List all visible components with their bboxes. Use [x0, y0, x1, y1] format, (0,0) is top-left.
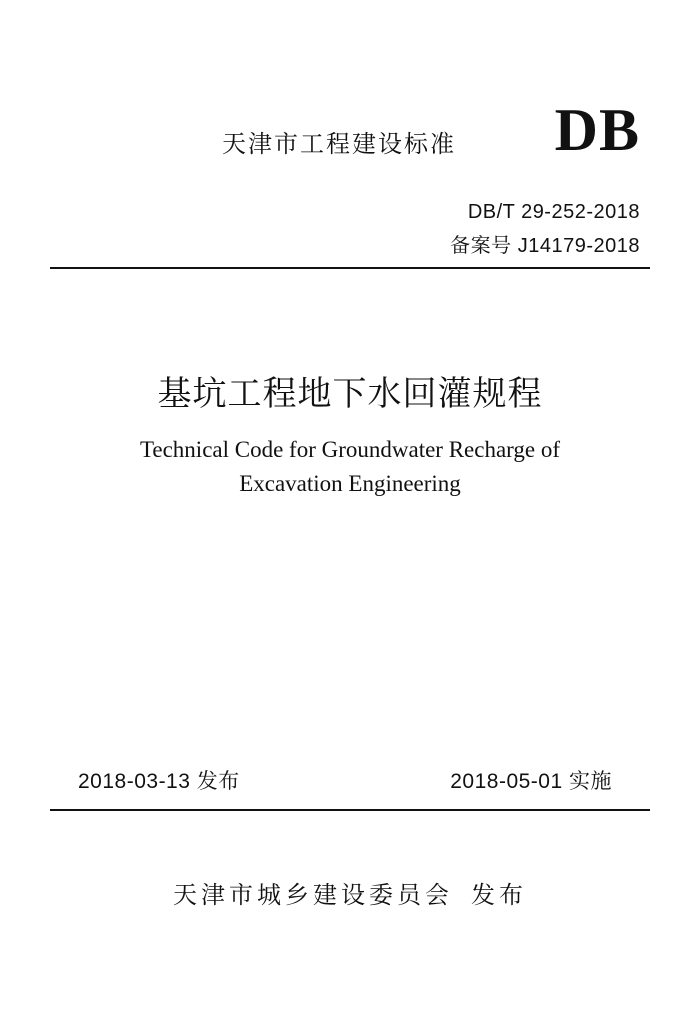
record-number: J14179-2018 [517, 235, 640, 257]
implementation-date: 2018-05-01 [450, 770, 563, 793]
record-label: 备案号 [450, 235, 512, 257]
english-title-line-2: Excavation Engineering [239, 471, 461, 496]
record-number-line [450, 229, 640, 258]
db-logo-mark: DB [554, 97, 640, 163]
english-title [0, 433, 700, 501]
english-title-line-1: Technical Code for Groundwater Recharge of [139, 437, 561, 462]
implementation-date-line [450, 765, 612, 795]
issue-date: 2018-03-13 [78, 770, 191, 793]
standard-series-title: 天津市工程建设标准 [222, 130, 456, 158]
publisher-line [0, 875, 700, 910]
top-divider [50, 267, 650, 269]
publish-label: 发布 [471, 881, 527, 909]
issue-label: 发布 [196, 770, 240, 793]
standard-number: DB/T 29-252-2018 [467, 201, 640, 223]
bottom-divider [50, 809, 650, 811]
chinese-title: 基坑工程地下水回灌规程 [157, 374, 543, 414]
implementation-label: 实施 [569, 770, 612, 793]
issue-date-line [78, 765, 240, 795]
publisher-name: 天津市城乡建设委员会 [173, 881, 453, 909]
